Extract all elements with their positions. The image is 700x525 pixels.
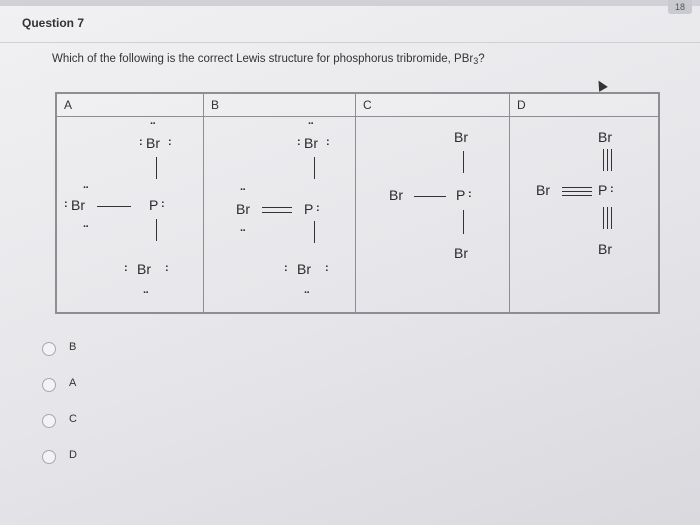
lone-pair-dots: : (468, 188, 471, 200)
triple-bond-line (603, 149, 604, 171)
lone-pair-dots: : (325, 262, 328, 274)
column-header-a: A (57, 94, 203, 117)
answer-option-label: C (69, 413, 77, 425)
structure-d (510, 117, 658, 313)
column-a (57, 94, 204, 312)
bromine-atom-left: Br (389, 187, 403, 203)
triple-bond-line (607, 207, 608, 229)
radio-button[interactable] (42, 450, 56, 464)
triple-bond-line (562, 187, 592, 188)
answer-option-label: D (69, 449, 77, 461)
single-bond-vertical (463, 210, 464, 234)
lone-pair-dots: : (168, 136, 171, 148)
lone-pair-dots: ·· (308, 118, 314, 130)
column-d (510, 94, 658, 312)
structure-c (356, 117, 509, 313)
answer-option-a[interactable] (42, 376, 162, 394)
single-bond-vertical (156, 157, 157, 179)
structure-b (204, 117, 355, 313)
column-c (356, 94, 510, 312)
lone-pair-dots: : (284, 262, 287, 274)
lone-pair-dots: : (326, 136, 329, 148)
bromine-atom-top: Br (146, 135, 160, 151)
bromine-atom-bottom: Br (598, 241, 612, 257)
lone-pair-dots: : (165, 262, 168, 274)
lone-pair-dots: ·· (83, 182, 89, 194)
bromine-atom-bottom: Br (137, 261, 151, 277)
column-header-d: D (510, 94, 658, 117)
triple-bond-line (611, 149, 612, 171)
lone-pair-dots: : (64, 198, 67, 210)
double-bond-line (262, 212, 292, 213)
triple-bond-line (611, 207, 612, 229)
phosphorus-atom: P (456, 187, 466, 203)
corner-badge: 18 (668, 0, 692, 14)
radio-button[interactable] (42, 378, 56, 392)
lone-pair-dots: : (161, 198, 164, 210)
lone-pair-dots: : (297, 136, 300, 148)
answer-option-d[interactable] (42, 448, 162, 466)
radio-button[interactable] (42, 414, 56, 428)
column-header-c: C (356, 94, 509, 117)
question-prompt-text: Which of the following is the correct Lewis structure for phosphorus tribromide, PBr (52, 53, 474, 65)
bromine-atom-top: Br (598, 129, 612, 145)
triple-bond-line (603, 207, 604, 229)
phosphorus-atom: P (598, 182, 608, 198)
single-bond-vertical (314, 221, 315, 243)
question-title: Question 7 (22, 16, 85, 30)
answer-option-label: A (69, 377, 77, 389)
lone-pair-dots: : (139, 136, 142, 148)
lone-pair-dots: ·· (240, 184, 246, 196)
lone-pair-dots: ·· (150, 118, 156, 130)
bromine-atom-top: Br (454, 129, 468, 145)
bromine-atom-bottom: Br (297, 261, 311, 277)
lone-pair-dots: : (610, 183, 613, 195)
lone-pair-dots: : (316, 202, 319, 214)
radio-button[interactable] (42, 342, 56, 356)
answer-option-label: B (69, 341, 77, 353)
triple-bond-line (562, 195, 592, 196)
bromine-atom-bottom: Br (454, 245, 468, 261)
lone-pair-dots: ·· (143, 287, 149, 299)
question-prompt (52, 53, 485, 66)
triple-bond-line (607, 149, 608, 171)
phosphorus-atom: P (304, 201, 314, 217)
structure-a (57, 117, 203, 313)
triple-bond-line (562, 191, 592, 192)
phosphorus-atom: P (149, 197, 159, 213)
single-bond-horizontal (97, 206, 131, 207)
lewis-structures-table (55, 92, 660, 314)
question-prompt-end: ? (478, 53, 485, 65)
lone-pair-dots: : (124, 262, 127, 274)
column-b (204, 94, 356, 312)
lone-pair-dots: ·· (304, 287, 310, 299)
column-header-b: B (204, 94, 355, 117)
bromine-atom-top: Br (304, 135, 318, 151)
bromine-atom-left: Br (536, 182, 550, 198)
single-bond-vertical (463, 151, 464, 173)
single-bond-horizontal (414, 196, 446, 197)
question-header (0, 6, 700, 43)
mouse-cursor-icon (594, 78, 608, 92)
answer-option-c[interactable] (42, 412, 162, 430)
lone-pair-dots: ·· (83, 221, 89, 233)
lone-pair-dots: ·· (240, 225, 246, 237)
bromine-atom-left: Br (236, 201, 250, 217)
single-bond-vertical (156, 219, 157, 241)
question-prompt-subscript: 3 (473, 56, 479, 66)
double-bond-line (262, 207, 292, 208)
single-bond-vertical (314, 157, 315, 179)
bromine-atom-left: Br (71, 197, 85, 213)
answer-option-b[interactable] (42, 340, 162, 358)
